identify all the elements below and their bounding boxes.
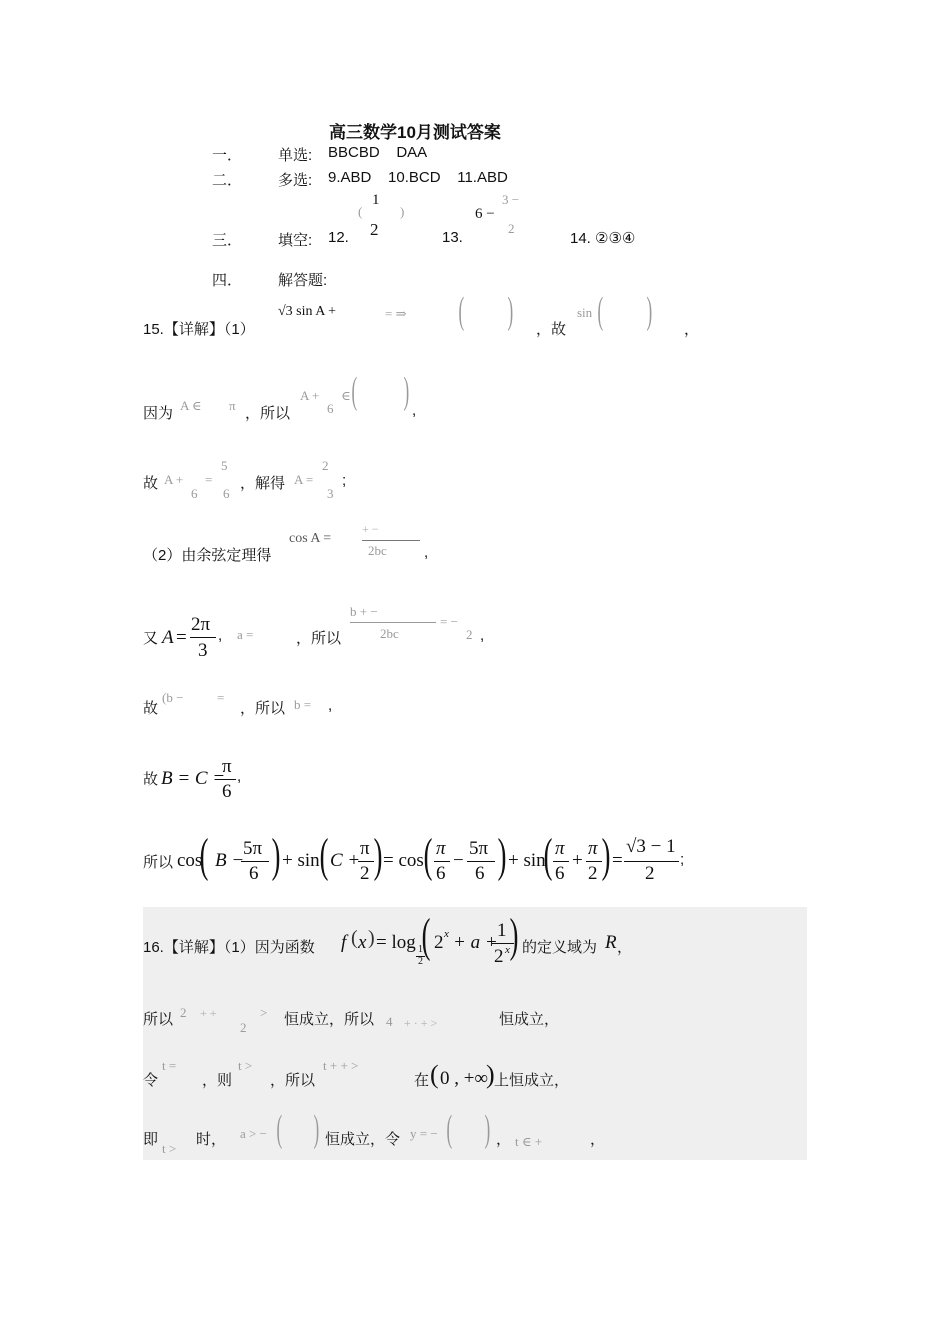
q16-l3-ze: ，则: [202, 1072, 233, 1089]
q15-l8-62: 6: [475, 863, 485, 884]
q15-l8-pi6d: 6: [436, 863, 446, 884]
q16-l4-shi: 时，: [196, 1131, 227, 1148]
q16-l2-m2: 4: [386, 1014, 393, 1029]
q15-l3-A: A =: [294, 472, 314, 487]
comma: ,: [328, 697, 333, 714]
page-title: 高三数学10月测试答案: [329, 123, 501, 142]
q15-l5-two: 2: [466, 627, 473, 642]
fraction-bar: [190, 637, 216, 638]
q15-l6-gu: 故: [143, 700, 159, 717]
q15-l6-suoyi: ，所以: [240, 700, 286, 717]
q15-l5-you: 又: [143, 630, 159, 647]
q15-l3-three: 3: [327, 486, 334, 501]
q16-l2-hc: 恒成立，所以: [284, 1011, 375, 1028]
q15-l8-2: 2: [360, 863, 370, 884]
q16-l2-suoyi: 所以: [143, 1011, 174, 1028]
q16-l4-end: ，: [590, 1131, 606, 1148]
single-choice-answers: BBCBD DAA: [328, 144, 428, 161]
q16-f: f: [341, 932, 347, 953]
q16-l4-t: t >: [162, 1141, 177, 1156]
fraction-bar: [553, 861, 569, 862]
q16-x: x: [358, 932, 367, 953]
paren-left: (: [543, 829, 553, 882]
q15-l8-plus2: +: [572, 850, 583, 871]
fraction-bar: [241, 861, 269, 862]
section-label: 单选:: [278, 147, 313, 164]
section-label: 多选:: [278, 172, 313, 189]
comma: ,: [424, 544, 429, 561]
q16-two-x: 2: [434, 932, 444, 953]
q16-l4-c: ，: [496, 1131, 512, 1148]
paren-left: (: [276, 1108, 283, 1150]
paren-right: ): [403, 370, 410, 412]
q15-l2-six: 6: [327, 401, 334, 416]
q15-l3-five: 5: [221, 458, 228, 473]
q15-l5-den2: 2bc: [380, 626, 399, 641]
q16-l3-suoyi: ，所以: [270, 1072, 316, 1089]
q15-l2-math2: A +: [300, 388, 320, 403]
q16-x-exponent: x: [444, 928, 449, 940]
q15-l6-math: (b −: [162, 690, 184, 705]
paren-left: (: [597, 290, 604, 332]
q15-l8-pi6n: π: [436, 838, 446, 859]
q15-l8-5pi2: 5π: [469, 838, 489, 859]
q15-l8-pia: π: [555, 838, 565, 859]
paren-left: (: [421, 909, 431, 962]
q16-tail: 的定义域为: [522, 939, 598, 956]
q16-l4-tin: t ∈ +: [515, 1134, 543, 1149]
q16-x-exponent: x: [505, 944, 510, 956]
fraction-bar: [624, 861, 679, 862]
q15-l5-A: A: [162, 627, 174, 648]
q15-l8-5pi: 5π: [243, 838, 263, 859]
q15-l8-eq: =: [612, 850, 623, 871]
paren-right: ): [509, 909, 519, 962]
q16-R: R: [605, 932, 617, 953]
comma: ，: [684, 321, 700, 338]
q16-plus-a: + a +: [453, 932, 498, 953]
q15-l3-gu: 故: [143, 475, 159, 492]
paren-right: ): [313, 1108, 320, 1150]
q15-l5-eq2: = −: [440, 614, 458, 629]
fraction-bar: [350, 622, 436, 623]
q16-l3-ling: 令: [143, 1072, 159, 1089]
comma: ,: [218, 627, 223, 644]
q16-heading: 16.【详解】（1）因为函数: [143, 939, 315, 956]
q15-l7-gu: 故: [143, 771, 159, 788]
q15-heading: 15.【详解】（1）: [143, 321, 255, 338]
q15-l5-a: a =: [237, 627, 254, 642]
q16-log-base-num: 1: [418, 944, 423, 955]
q15-l8-resn: √3 − 1: [626, 836, 676, 857]
comma: ,: [237, 768, 242, 785]
fraction-bar: [586, 861, 602, 862]
paren-left: (: [199, 829, 209, 882]
section-label: 填空:: [278, 232, 313, 249]
q15-l5-suoyi: ，所以: [296, 630, 342, 647]
fraction-bar: [362, 540, 420, 541]
paren-left: (: [430, 1060, 439, 1089]
q15-l3-math: A +: [164, 472, 184, 487]
q15-l8-plus: + sin: [282, 850, 320, 871]
fraction-bar: [434, 861, 450, 862]
q15-l8-resd: 2: [645, 863, 655, 884]
q15-l3-six: 6: [191, 486, 198, 501]
q15-l6-b: b =: [294, 697, 312, 712]
section-label: 解答题:: [278, 272, 328, 289]
q15-l7-den: 6: [222, 781, 232, 802]
q15-l8-B: B −: [215, 850, 245, 871]
q16-l3-t: t =: [162, 1058, 177, 1073]
q13-expression: 6 −: [475, 206, 495, 222]
q16-l3-m: t + + >: [323, 1058, 359, 1073]
q15-l4-den: 2bc: [368, 543, 387, 558]
section-number: 三．: [212, 232, 243, 249]
q15-l8-pib: π: [588, 838, 598, 859]
paren-right: ): [486, 1060, 495, 1089]
q16-l2-hc2: 恒成立，: [499, 1011, 560, 1028]
comma: ,: [412, 402, 417, 419]
q16-l3-t2: t >: [238, 1058, 253, 1073]
paren-right: ): [271, 829, 281, 882]
q13-denominator: 2: [508, 221, 515, 236]
q15-l4-text: （2）由余弦定理得: [143, 547, 272, 564]
paren-left: (: [351, 370, 358, 412]
q16-l2-den: 2: [240, 1020, 247, 1035]
q14-answer: 14. ②③④: [570, 230, 636, 247]
q15-l5-b: b + −: [350, 604, 378, 619]
q16-log-base-den: 2: [418, 956, 423, 967]
q16-l2-m2b: + · + >: [404, 1016, 438, 1030]
q16-l2-m1c: >: [260, 1005, 268, 1020]
q16-l3-hc: 上恒成立，: [494, 1072, 570, 1089]
paren-right: ): [507, 290, 514, 332]
paren-right: ): [373, 829, 383, 882]
q15-l8-eqcos: = cos: [383, 850, 424, 871]
q15-l8-6a: 6: [555, 863, 565, 884]
q15-l1-math: √3 sin A +: [278, 304, 336, 319]
q16-l2-m1: 2: [180, 1005, 187, 1020]
q15-l2-in: ∈: [341, 388, 351, 403]
q16-eq-log: = log: [376, 932, 416, 953]
question-number: 13.: [442, 229, 463, 246]
q15-l3-jiede: ，解得: [240, 475, 286, 492]
q13-numerator: 3 −: [502, 192, 520, 207]
q15-l5-eq: =: [176, 627, 187, 648]
q15-l4-num: + −: [362, 522, 379, 536]
paren-left: (: [351, 927, 358, 949]
q15-l3-six2: 6: [223, 486, 230, 501]
q16-l3-zai: 在: [414, 1072, 430, 1089]
q15-l1-eq: = ⇒: [385, 306, 407, 321]
q16-den-two: 2: [494, 946, 504, 967]
section-number: 一．: [212, 147, 243, 164]
q15-l5-den: 3: [198, 640, 208, 661]
q16-l3-int: 0 , +∞: [440, 1068, 489, 1089]
q16-comma: ，: [617, 939, 633, 956]
paren-right: ): [497, 829, 507, 882]
fraction-bar: [467, 861, 495, 862]
q15-l8-cos: cos: [177, 850, 203, 871]
q15-l3-two: 2: [322, 458, 329, 473]
q12-denominator: 2: [370, 220, 379, 239]
q15-l8-pi: π: [360, 838, 370, 859]
paren-right: ): [601, 829, 611, 882]
q15-l2-math: A ∈: [180, 398, 202, 413]
q15-l6-eq: =: [217, 690, 225, 705]
q15-l8-C: C +: [330, 850, 361, 871]
q15-l8-2b: 2: [588, 863, 598, 884]
q15-l8-suoyi: 所以: [143, 854, 174, 871]
paren-left: (: [423, 829, 433, 882]
paren-left: (: [446, 1108, 453, 1150]
question-number: 12.: [328, 229, 349, 246]
q15-l8-end: ;: [680, 851, 685, 868]
q15-l4-cos: cos A =: [289, 531, 332, 546]
semicolon: ;: [342, 472, 347, 489]
paren-right: ): [400, 204, 405, 219]
paren-right: ): [368, 927, 375, 949]
q15-l8-6: 6: [249, 863, 259, 884]
section-number: 四．: [212, 272, 243, 289]
q15-l3-eq: =: [205, 472, 213, 487]
fraction-bar: [358, 861, 374, 862]
paren-left: (: [319, 829, 329, 882]
q16-l2-m1b: + +: [200, 1006, 217, 1020]
paren-left: (: [458, 290, 465, 332]
q16-one: 1: [497, 920, 507, 941]
paren-right: ): [484, 1108, 491, 1150]
q15-l7-num: π: [222, 756, 232, 777]
fraction-bar: [219, 779, 236, 780]
q15-l7-math: B = C =: [161, 768, 226, 789]
q15-l2-suoyi: ，所以: [245, 405, 291, 422]
q15-l8-minus: −: [453, 850, 464, 871]
paren-right: ): [646, 290, 653, 332]
q12-numerator: 1: [372, 192, 380, 208]
q16-l4-a: a > −: [240, 1126, 267, 1141]
q15-l1-sin: sin: [577, 305, 593, 320]
paren-left: (: [358, 204, 363, 219]
q16-l4-ji: 即: [143, 1131, 159, 1148]
q15-l5-num: 2π: [191, 614, 211, 635]
comma: ,: [480, 627, 485, 644]
multi-choice-answers: 9.ABD 10.BCD 11.ABD: [328, 169, 508, 186]
q15-l1-gu: ，故: [536, 321, 567, 338]
q15-l2-pi: π: [229, 398, 236, 413]
q16-l4-y: y = −: [410, 1126, 438, 1141]
q15-l2-because: 因为: [143, 405, 174, 422]
q15-l8-plussin: + sin: [508, 850, 546, 871]
q16-l4-hc: 恒成立，令: [325, 1131, 401, 1148]
section-number: 二．: [212, 172, 243, 189]
